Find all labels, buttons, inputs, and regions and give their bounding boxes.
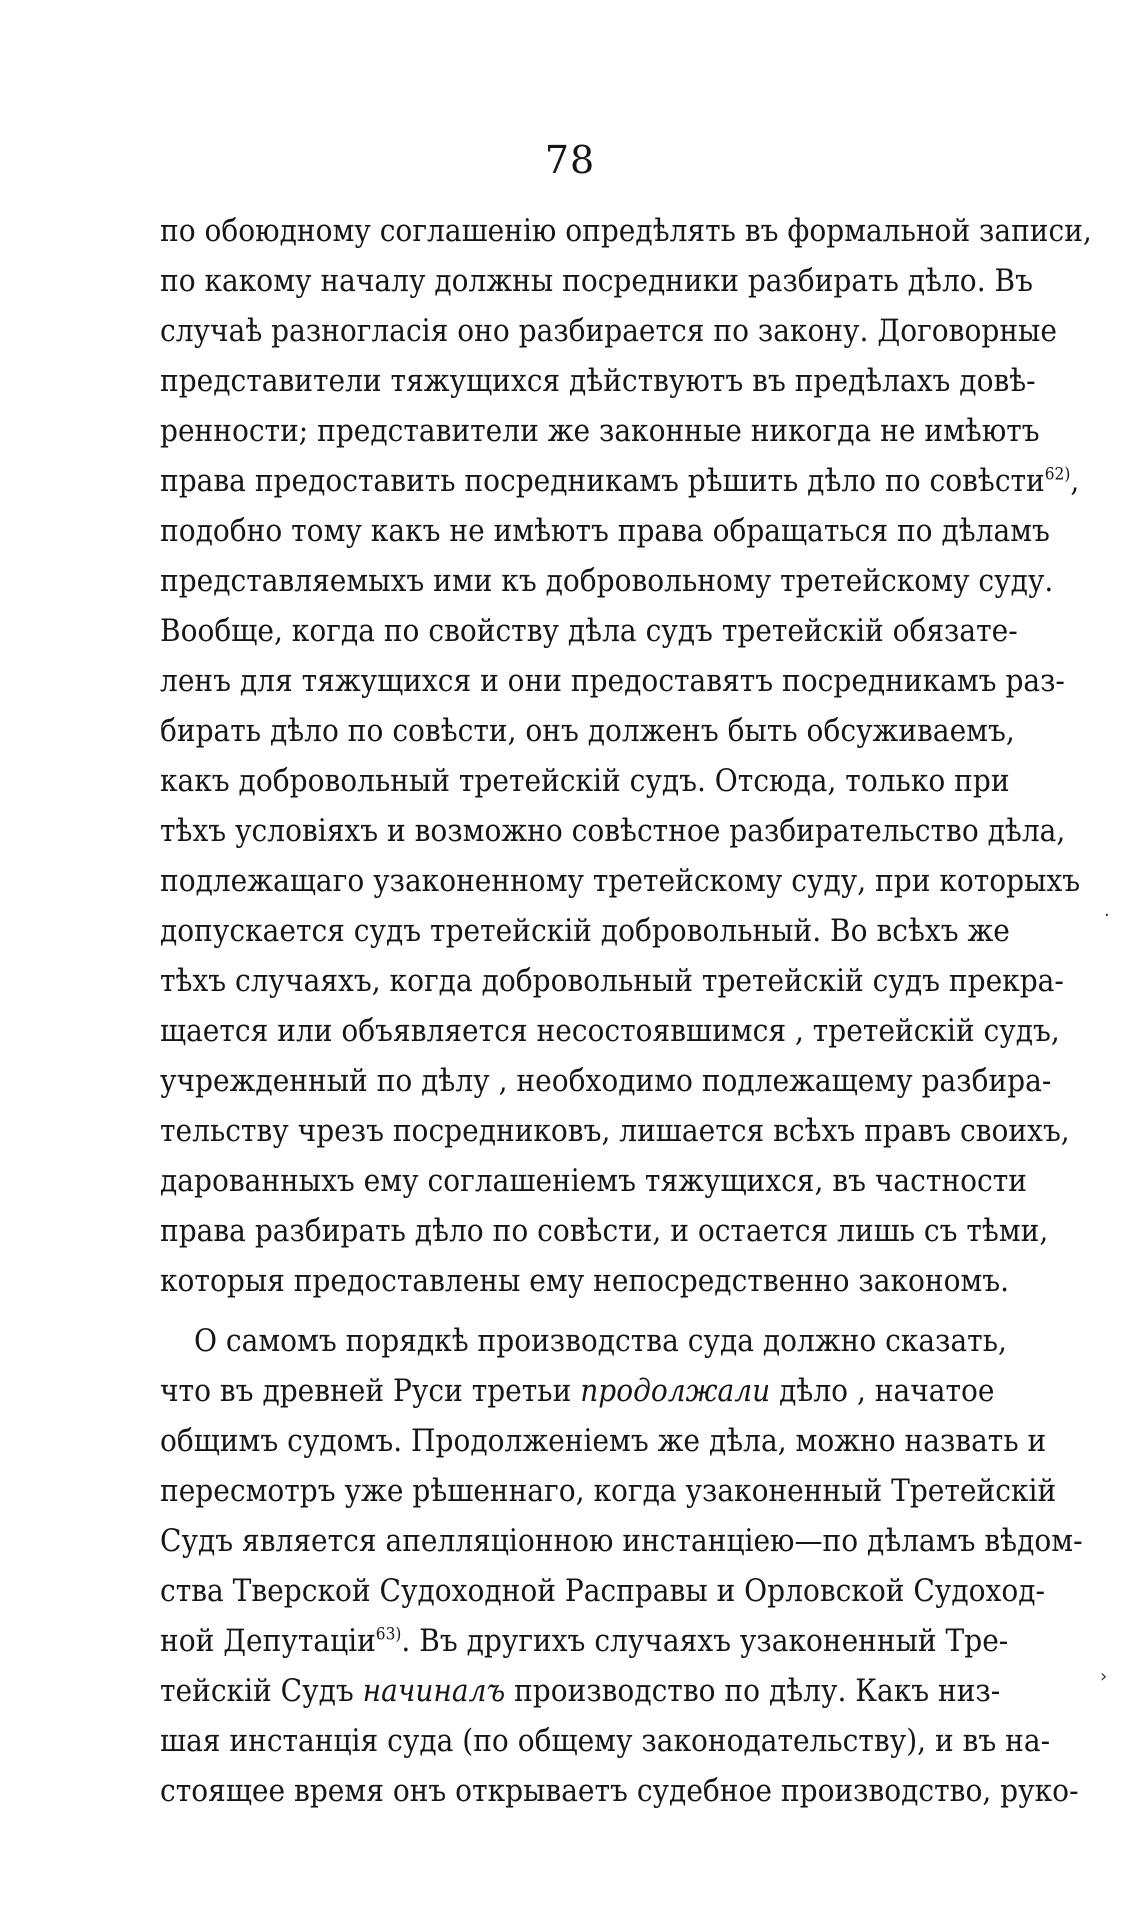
paragraph1-line-20: дарованныхъ ему соглашеніемъ тяжущихся, въ частности: [160, 1163, 1027, 1199]
paragraph1-line-22: которыя предоставлены ему непосредственно закономъ.: [160, 1263, 1010, 1299]
paragraph1-line-3: случаѣ разногласія оно разбирается по закону. Договорные: [160, 313, 1057, 349]
paragraph2-line-7: [160, 1616, 1009, 1666]
paragraph2-line-8-end: производство по дѣлу. Какъ низ-: [505, 1673, 1001, 1709]
paragraph2-line-9: шая инстанція суда (по общему законодательству), и въ на-: [160, 1723, 1051, 1759]
paragraph1-line-4: представители тяжущихся дѣйствуютъ въ предѣлахъ довѣ-: [160, 363, 1036, 399]
paragraph1-line-6-text: права предоставить посредникамъ рѣшить дѣло по совѣсти: [160, 463, 1045, 499]
footnote-63: 63): [375, 1624, 402, 1645]
paragraph2-line-4: пересмотръ уже рѣшеннаго, когда узаконенный Третейскій: [160, 1473, 1057, 1509]
paragraph2-line-8: [160, 1666, 1001, 1716]
paragraph2-line-5: Судъ является апелляціонною инстанціею—по дѣламъ вѣдом-: [160, 1523, 1083, 1559]
italic-nachinal: начиналъ: [362, 1673, 506, 1709]
paragraph1-line-2: по какому началу должны посредники разбирать дѣло. Въ: [160, 263, 1033, 299]
paragraph1-line-5: ренности; представители же законные никогда не имѣютъ: [160, 413, 1040, 449]
paragraph1-line-9: Вообще, когда по свойству дѣла судъ третейскій обязате-: [160, 613, 1018, 649]
paragraph1-line-11: бирать дѣло по совѣсти, онъ долженъ быть обсуживаемъ,: [160, 713, 1015, 749]
paragraph1-line-21: права разбирать дѣло по совѣсти, и остается лишь съ тѣми,: [160, 1213, 1049, 1249]
paragraph2-line-2-start: что въ древней Руси третьи: [160, 1373, 581, 1409]
paragraph1-line-8: представляемыхъ ими къ добровольному третейскому суду.: [160, 563, 1054, 599]
footnote-62: 62): [1044, 464, 1071, 485]
paragraph1-line-18: учрежденный по дѣлу , необходимо подлежащему разбира-: [160, 1063, 1052, 1099]
italic-prodolzhali: продолжали: [580, 1373, 771, 1409]
paragraph1-line-15: допускается судъ третейскій добровольный. Во всѣхъ же: [160, 913, 1010, 949]
margin-mark-arrow: ›: [1100, 1666, 1108, 1687]
paragraph1-line-7: подобно тому какъ не имѣютъ права обращаться по дѣламъ: [160, 513, 1050, 549]
paragraph1-line-14: подлежащаго узаконенному третейскому суду, при которыхъ: [160, 863, 1081, 899]
margin-mark-dot: ·: [1104, 905, 1110, 926]
paragraph1-line-19: тельству чрезъ посредниковъ, лишается всѣхъ правъ своихъ,: [160, 1113, 1070, 1149]
paragraph2-line-3: общимъ судомъ. Продолженіемъ же дѣла, можно назвать и: [160, 1423, 1047, 1459]
paragraph2-line-2-end: дѣло , начатое: [770, 1373, 995, 1409]
paragraph2-line-10: стоящее время онъ открываетъ судебное производство, руко-: [160, 1773, 1079, 1809]
paragraph2-line-8-start: тейскій Судъ: [160, 1673, 363, 1709]
paragraph1-line-1: по обоюдному соглашенію опредѣлять въ формальной записи,: [160, 213, 1092, 249]
paragraph2-line-1: О самомъ порядкѣ производства суда должно сказать,: [194, 1323, 1007, 1359]
paragraph1-line-13: тѣхъ условіяхъ и возможно совѣстное разбирательство дѣла,: [160, 813, 1066, 849]
paragraph1-line-12: какъ добровольный третейскій судъ. Отсюда, только при: [160, 763, 1010, 799]
paragraph1-line-6-comma: ,: [1070, 463, 1080, 499]
paragraph2-line-6: ства Тверской Судоходной Расправы и Орловской Судоход-: [160, 1573, 1046, 1609]
paragraph1-line-16: тѣхъ случаяхъ, когда добровольный третейскій судъ прекра-: [160, 963, 1064, 999]
paragraph2-line-7-end: . Въ другихъ случаяхъ узаконенный Тре-: [401, 1623, 1009, 1659]
paragraph1-line-6: [160, 456, 1080, 506]
paragraph1-line-10: ленъ для тяжущихся и они предоставятъ посредникамъ раз-: [160, 663, 1065, 699]
paragraph2-line-7-start: ной Депутаціи: [160, 1623, 376, 1659]
page-number: 78: [544, 138, 596, 182]
paragraph1-line-17: щается или объявляется несостоявшимся , третейскій судъ,: [160, 1013, 1060, 1049]
paragraph2-line-2: [160, 1366, 995, 1416]
